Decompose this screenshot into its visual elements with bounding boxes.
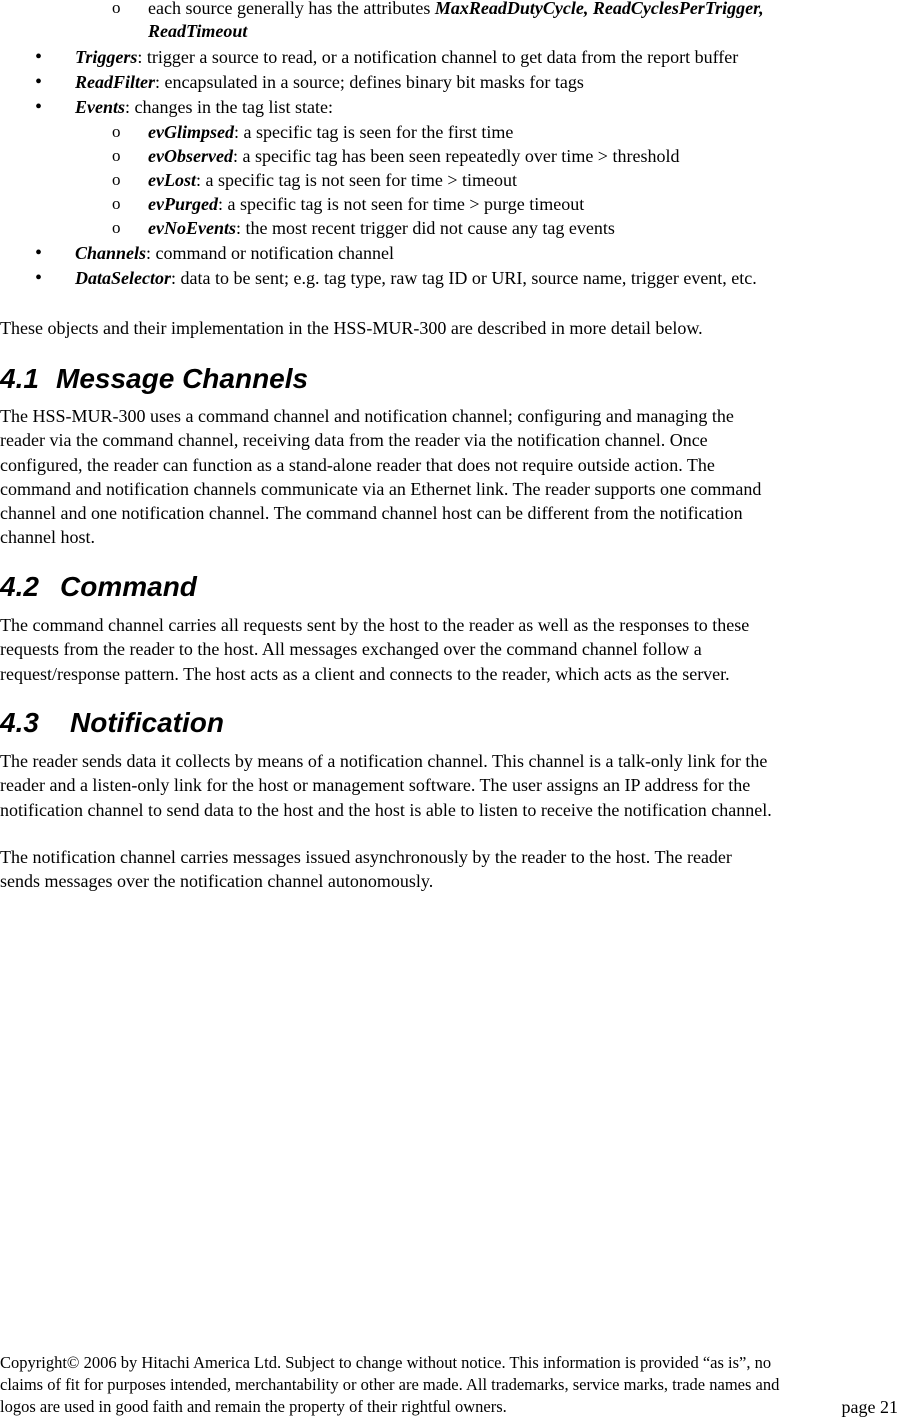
list-item-term: DataSelector (75, 268, 171, 288)
list-item-text: : a specific tag is not seen for time > timeout (195, 170, 518, 190)
footer-line: logos are used in good faith and remain the property of their rightful owners. (0, 1397, 507, 1416)
bullet-marker: • (35, 71, 43, 93)
footer-line: Copyright© 2006 by Hitachi America Ltd. Subject to change without notice. This information is provided “as is”, no (0, 1353, 772, 1372)
list-item-readfilter (75, 71, 584, 93)
page-number: page 21 (841, 1397, 898, 1417)
paragraph-line: The notification channel carries messages issued asynchronously by the reader to the host. The reader (0, 847, 732, 867)
paragraph-line: The reader sends data it collects by means of a notification channel. This channel is a talk-only link for the (0, 751, 768, 771)
section-heading-command (0, 571, 197, 603)
paragraph-line: The command channel carries all requests sent by the host to the reader as well as the responses to these (0, 615, 750, 635)
bullet-marker: • (35, 96, 43, 118)
bullet-marker: • (35, 242, 43, 264)
list-item-term: evGlimpsed (148, 122, 234, 142)
section-title: Notification (70, 707, 224, 738)
list-item-term: MaxReadDutyCycle, ReadCyclesPerTrigger, (434, 0, 764, 18)
sub-bullet-marker: o (112, 0, 121, 17)
list-item-term: evPurged (148, 194, 218, 214)
list-item-evglimpsed (148, 121, 513, 143)
bullet-marker: • (35, 267, 43, 289)
section-number: 4.3 (0, 707, 39, 738)
section-heading-message-channels (0, 363, 308, 395)
list-item-text: : the most recent trigger did not cause any tag events (235, 218, 615, 238)
paragraph-line: configured, the reader can function as a stand-alone reader that does not require outside action. The (0, 454, 715, 475)
page-footer (0, 1352, 898, 1418)
list-item-term: ReadFilter (75, 72, 155, 92)
paragraph-line: reader and a listen-only link for the host or management software. The user assigns an IP address for the (0, 775, 751, 796)
paragraph-line: notification channel to send data to the host and the host is able to listen to receive the notification channel. (0, 799, 772, 820)
list-item-term: Events (75, 97, 126, 117)
section-paragraph-message-channels (0, 404, 898, 550)
sub-bullet-marker: o (112, 194, 121, 213)
list-item-evobserved (148, 145, 679, 167)
section-paragraph-notification-2 (0, 845, 898, 894)
list-item-text: : data to be sent; e.g. tag type, raw tag ID or URI, source name, trigger event, etc. (171, 268, 757, 288)
paragraph-line: reader via the command channel, receiving data from the reader via the notification channel. Once (0, 430, 708, 451)
list-item-events (75, 96, 333, 118)
paragraph-line: channel and one notification channel. The command channel host can be different from the notification (0, 503, 743, 524)
section-paragraph-notification (0, 749, 898, 822)
section-title: Message Channels (56, 363, 309, 394)
paragraph-line: channel host. (0, 527, 95, 548)
section-heading-notification (0, 707, 224, 739)
list-item-text: : trigger a source to read, or a notification channel to get data from the report buffer (137, 47, 739, 67)
paragraph-line: sends messages over the notification channel autonomously. (0, 871, 434, 892)
list-item-text: : command or notification channel (146, 243, 394, 263)
sub-bullet-marker: o (112, 170, 121, 189)
section-title: Command (60, 571, 197, 602)
bullet-marker: • (35, 46, 43, 68)
list-item-triggers (75, 46, 738, 68)
list-item-text: : a specific tag has been seen repeatedly over time > threshold (232, 146, 680, 166)
list-item-dataselector (75, 267, 757, 289)
list-item-text: : encapsulated in a source; defines binary bit masks for tags (155, 72, 584, 92)
sub-bullet-marker: o (112, 146, 121, 165)
list-item-term: evNoEvents (148, 218, 236, 238)
list-item-source-attributes (148, 0, 764, 19)
list-item-text: : changes in the tag list state: (125, 97, 333, 117)
paragraph-line: requests from the reader to the host. All messages exchanged over the command channel follow a (0, 639, 702, 660)
list-item-channels (75, 242, 394, 264)
section-number: 4.2 (0, 571, 39, 602)
list-item-term: evLost (148, 170, 196, 190)
list-item-text: : a specific tag is seen for the first time (233, 122, 514, 142)
list-item-text: each source generally has the attributes (148, 0, 435, 18)
list-item-evlost (148, 169, 517, 191)
list-item-evnoevents (148, 217, 615, 239)
sub-bullet-marker: o (112, 218, 121, 237)
section-number: 4.1 (0, 363, 39, 394)
list-item-term: Channels (75, 243, 147, 263)
list-item-text: : a specific tag is not seen for time > purge timeout (217, 194, 585, 214)
footer-line-last (0, 1396, 898, 1418)
intro-paragraph: These objects and their implementation in the HSS-MUR-300 are described in more detail below. (0, 318, 703, 338)
paragraph-line: The HSS-MUR-300 uses a command channel and notification channel; configuring and managing the (0, 406, 734, 426)
paragraph-line: command and notification channels communicate via an Ethernet link. The reader supports one command (0, 478, 762, 499)
list-item-term-continued: ReadTimeout (148, 21, 248, 41)
list-item-term: Triggers (75, 47, 138, 67)
footer-line: claims of fit for purposes intended, merchantability or other are made. All trademarks, service marks, trade names and (0, 1375, 780, 1394)
list-item-evpurged (148, 193, 584, 215)
section-paragraph-command (0, 613, 898, 686)
list-item-term: evObserved (148, 146, 233, 166)
sub-bullet-marker: o (112, 122, 121, 141)
paragraph-line: request/response pattern. The host acts as a client and connects to the reader, which acts as the server. (0, 663, 730, 684)
